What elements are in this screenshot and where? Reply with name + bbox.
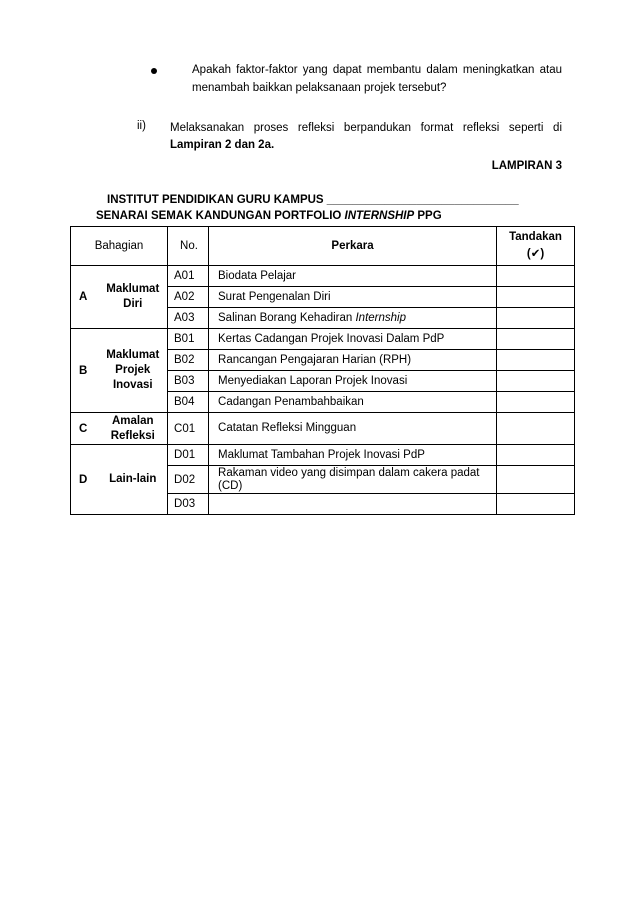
item-perkara: Surat Pengenalan Diri: [209, 287, 497, 308]
item-no: A03: [168, 308, 209, 329]
section-name: Lain-lain: [99, 445, 168, 515]
item-perkara: Kertas Cadangan Projek Inovasi Dalam PdP: [209, 329, 497, 350]
item-no: D01: [168, 445, 209, 466]
item-no: A01: [168, 266, 209, 287]
item-perkara: [209, 494, 497, 515]
portfolio-checklist-table: [70, 226, 575, 515]
table-row: [71, 413, 575, 445]
item-perkara: Rancangan Pengajaran Harian (RPH): [209, 350, 497, 371]
item-no: B03: [168, 371, 209, 392]
title-checklist-italic: INTERNSHIP: [344, 210, 415, 222]
section-letter: B: [71, 329, 99, 413]
section-name: Maklumat Diri: [99, 266, 168, 329]
item-perkara: Cadangan Penambahbaikan: [209, 392, 497, 413]
item-no: A02: [168, 287, 209, 308]
tick-box[interactable]: [497, 266, 575, 287]
section-letter: C: [71, 413, 99, 445]
item-perkara-italic: Internship: [355, 311, 406, 324]
check-icon: (✔): [526, 248, 545, 260]
bullet-text: Apakah faktor-faktor yang dapat membantu dalam meningkatkan atau menambah baikkan pelaksanaan projek tersebut?: [192, 64, 562, 94]
title-checklist: [96, 210, 442, 222]
item-text-prefix: Melaksanakan proses refleksi berpandukan format refleksi seperti di: [170, 122, 562, 134]
item-no: B02: [168, 350, 209, 371]
header-no: No.: [168, 227, 209, 266]
item-no: B04: [168, 392, 209, 413]
tick-box[interactable]: [497, 445, 575, 466]
item-perkara: Menyediakan Laporan Projek Inovasi: [209, 371, 497, 392]
tick-box[interactable]: [497, 308, 575, 329]
section-name: Maklumat Projek Inovasi: [99, 329, 168, 413]
tick-box[interactable]: [497, 350, 575, 371]
item-no: D02: [168, 466, 209, 494]
table-row: [71, 329, 575, 350]
item-perkara: Rakaman video yang disimpan dalam cakera padat (CD): [209, 466, 497, 494]
item-text: [170, 120, 562, 154]
item-perkara-prefix: Salinan Borang Kehadiran: [218, 311, 356, 324]
item-no: C01: [168, 413, 209, 445]
tick-box[interactable]: [497, 392, 575, 413]
header-tandakan-label: Tandakan: [509, 231, 562, 243]
item-perkara: Catatan Refleksi Mingguan: [209, 413, 497, 445]
table-header-row: [71, 227, 575, 266]
item-perkara: Maklumat Tambahan Projek Inovasi PdP: [209, 445, 497, 466]
tick-box[interactable]: [497, 466, 575, 494]
header-bahagian: Bahagian: [71, 227, 168, 266]
title-institute: INSTITUT PENDIDIKAN GURU KAMPUS ______________________________: [107, 194, 519, 206]
item-text-bold: Lampiran 2 dan 2a.: [170, 139, 275, 151]
title-checklist-prefix: SENARAI SEMAK KANDUNGAN PORTFOLIO: [96, 210, 345, 222]
lampiran-label: LAMPIRAN 3: [491, 160, 562, 172]
section-name: Amalan Refleksi: [99, 413, 168, 445]
item-perkara: Biodata Pelajar: [209, 266, 497, 287]
title-checklist-suffix: PPG: [414, 210, 442, 222]
table-row: [71, 445, 575, 466]
item-number: ii): [137, 120, 146, 132]
item-no: D03: [168, 494, 209, 515]
section-letter: A: [71, 266, 99, 329]
header-perkara: Perkara: [209, 227, 497, 266]
tick-box[interactable]: [497, 413, 575, 445]
header-tandakan: [497, 227, 575, 266]
table-row: [71, 266, 575, 287]
item-perkara: [209, 308, 497, 329]
tick-box[interactable]: [497, 371, 575, 392]
tick-box[interactable]: [497, 287, 575, 308]
section-letter: D: [71, 445, 99, 515]
tick-box[interactable]: [497, 494, 575, 515]
bullet-point: [151, 68, 157, 74]
item-no: B01: [168, 329, 209, 350]
tick-box[interactable]: [497, 329, 575, 350]
